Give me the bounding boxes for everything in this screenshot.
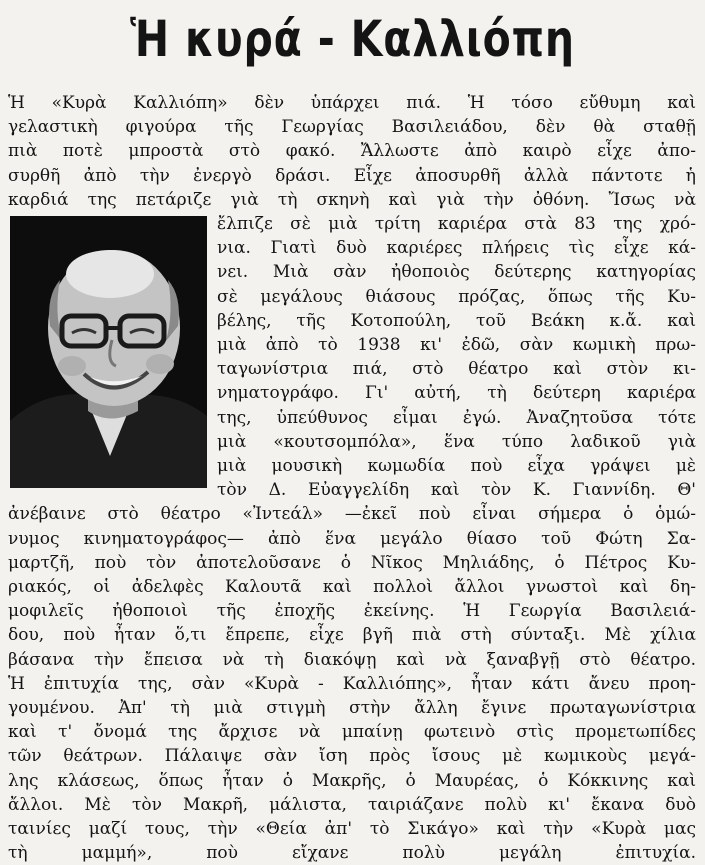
text-line: ἔλπιζε σὲ μιὰ τρίτη καριέρα στὰ 83 της χρό- <box>217 214 696 234</box>
text-line: τὴ μαμμή», ποὺ εἴχανε πολὺ μεγάλη ἐπιτυχία. <box>8 843 696 864</box>
text-line: πιὰ ποτὲ μπροστὰ στὸ φακό. Ἄλλωστε ἀπὸ καιρὸ εἶχε ἀπο- <box>8 141 696 162</box>
text-line: νια. Γιατὶ δυὸ καριέρες πλήρεις τὶς εἶχε κά- <box>217 238 696 259</box>
text-line: ριακός, οἱ ἀδελφὲς Καλουτᾶ καὶ πολλοὶ ἄλλοι γνωστοὶ καὶ δη- <box>8 577 696 597</box>
text-line: τῶν θεάτρων. Πάλαιψε σὰν ἴση πρὸς ἴσους μὲ κωμικοὺς μεγά- <box>8 746 696 767</box>
text-line: Ἡ ἐπιτυχία της, σὰν «Κυρὰ - Καλλιόπης», ἦταν κάτι ἄνευ προη- <box>8 673 696 694</box>
text-line: ταγωνίστρια πιά, στὸ θέατρο καὶ στὸν κι- <box>217 359 696 380</box>
text-line: μαρτζῆ, ποὺ τὸν ἀποτελοῦσανε ὁ Νῖκος Μηλιάδης, ὁ Πέτρος Κυ- <box>8 552 696 573</box>
text-line: μιὰ μουσικὴ κωμωδία ποὺ εἶχα γράψει μὲ <box>217 456 696 476</box>
text-line: ἀνέβαινε στὸ θέατρο «Ἰντεάλ» —ἐκεῖ ποὺ εἶναι σήμερα ὁ ὁμώ- <box>8 504 696 525</box>
text-line: Ἡ «Κυρὰ Καλλιόπη» δὲν ὑπάρχει πιά. Ἡ τόσο εὔθυμη καὶ <box>8 93 696 113</box>
text-line: νει. Μιὰ σὰν ἠθοποιὸς δεύτερης κατηγορίας <box>217 262 696 283</box>
text-line: σὲ μεγάλους θιάσους πρόζας, ὅπως τῆς Κυ- <box>217 286 696 307</box>
text-line: μιὰ «κουτσομπόλα», ἕνα τύπο λαδικοῦ γιὰ <box>217 431 696 452</box>
text-line: βάσανα τὴν ἔπεισα νὰ τὴ διακόψῃ καὶ νὰ ξαναβγῇ στὸ θέατρο. <box>8 649 696 670</box>
text-line: νυμος κινηματογράφος— ἀπὸ ἕνα μεγάλο θίασο τοῦ Φώτη Σα- <box>8 528 696 549</box>
text-line: συρθῆ ἀπὸ τὴν ἐνεργὸ δράσι. Εἶχε ἀποσυρθῆ ἀλλὰ πάντοτε ἡ <box>8 165 696 186</box>
text-line: τὸν Δ. Εὐαγγελίδη καὶ τὸν Κ. Γιαννίδη. Θ' <box>217 480 696 501</box>
text-line: καὶ τ' ὄνομά της ἄρχισε νὰ μπαίνῃ φωτεινὸ στὶς προμετωπίδες <box>8 722 696 743</box>
text-line: ταινίες μαζί τους, τὴν «Θεία ἀπ' τὸ Σικάγο» καὶ τὴν «Κυρὰ μας <box>8 819 696 839</box>
portrait-photo <box>10 216 207 488</box>
text-line: γουμένου. Ἀπ' τὴ μιὰ στιγμὴ στὴν ἄλλη ἔγινε πρωταγωνίστρια <box>8 698 696 718</box>
text-line: δου, ποὺ ἦταν ὅ,τι ἔπρεπε, εἶχε βγῆ πιὰ στὴ σύνταξι. Μὲ χίλια <box>8 625 696 646</box>
article-headline: Ἡ κυρά - Καλλιόπη <box>130 10 575 68</box>
text-line: της, ὑπεύθυνος εἶμαι ἐγώ. Ἀναζητοῦσα τότε <box>217 407 696 428</box>
text-line: λης κλάσεως, ὅπως ἦταν ὁ Μακρῆς, ὁ Μαυρέας, ὁ Κόκκινης καὶ <box>8 770 696 791</box>
text-line: μιὰ ἀπὸ τὸ 1938 κι' ἐδῶ, σὰν κωμικὴ πρω- <box>217 335 696 355</box>
text-line: μοφιλεῖς ἠθοποιοὶ τῆς ἐποχῆς ἐκείνης. Ἡ Γεωργία Βασιλειά- <box>8 601 696 622</box>
text-line: νηματογράφο. Γι' αὐτή, τὴ δεύτερη καριέρα <box>217 383 696 404</box>
text-line: γελαστικὴ φιγούρα τῆς Γεωργίας Βασιλειάδου, δὲν θὰ σταθῇ <box>8 117 696 138</box>
text-line: βέλης, τῆς Κοτοπούλη, τοῦ Βεάκη κ.ἄ. καὶ <box>217 310 696 331</box>
text-line: καρδιά της πετάριζε γιὰ τὴ σκηνὴ καὶ γιὰ τὴν ὀθόνη. Ἴσως νὰ <box>8 189 696 210</box>
text-line: ἄλλοι. Μὲ τὸν Μακρῆ, μάλιστα, ταιριάζανε πολὺ κι' ἔκανα δυὸ <box>8 794 696 815</box>
